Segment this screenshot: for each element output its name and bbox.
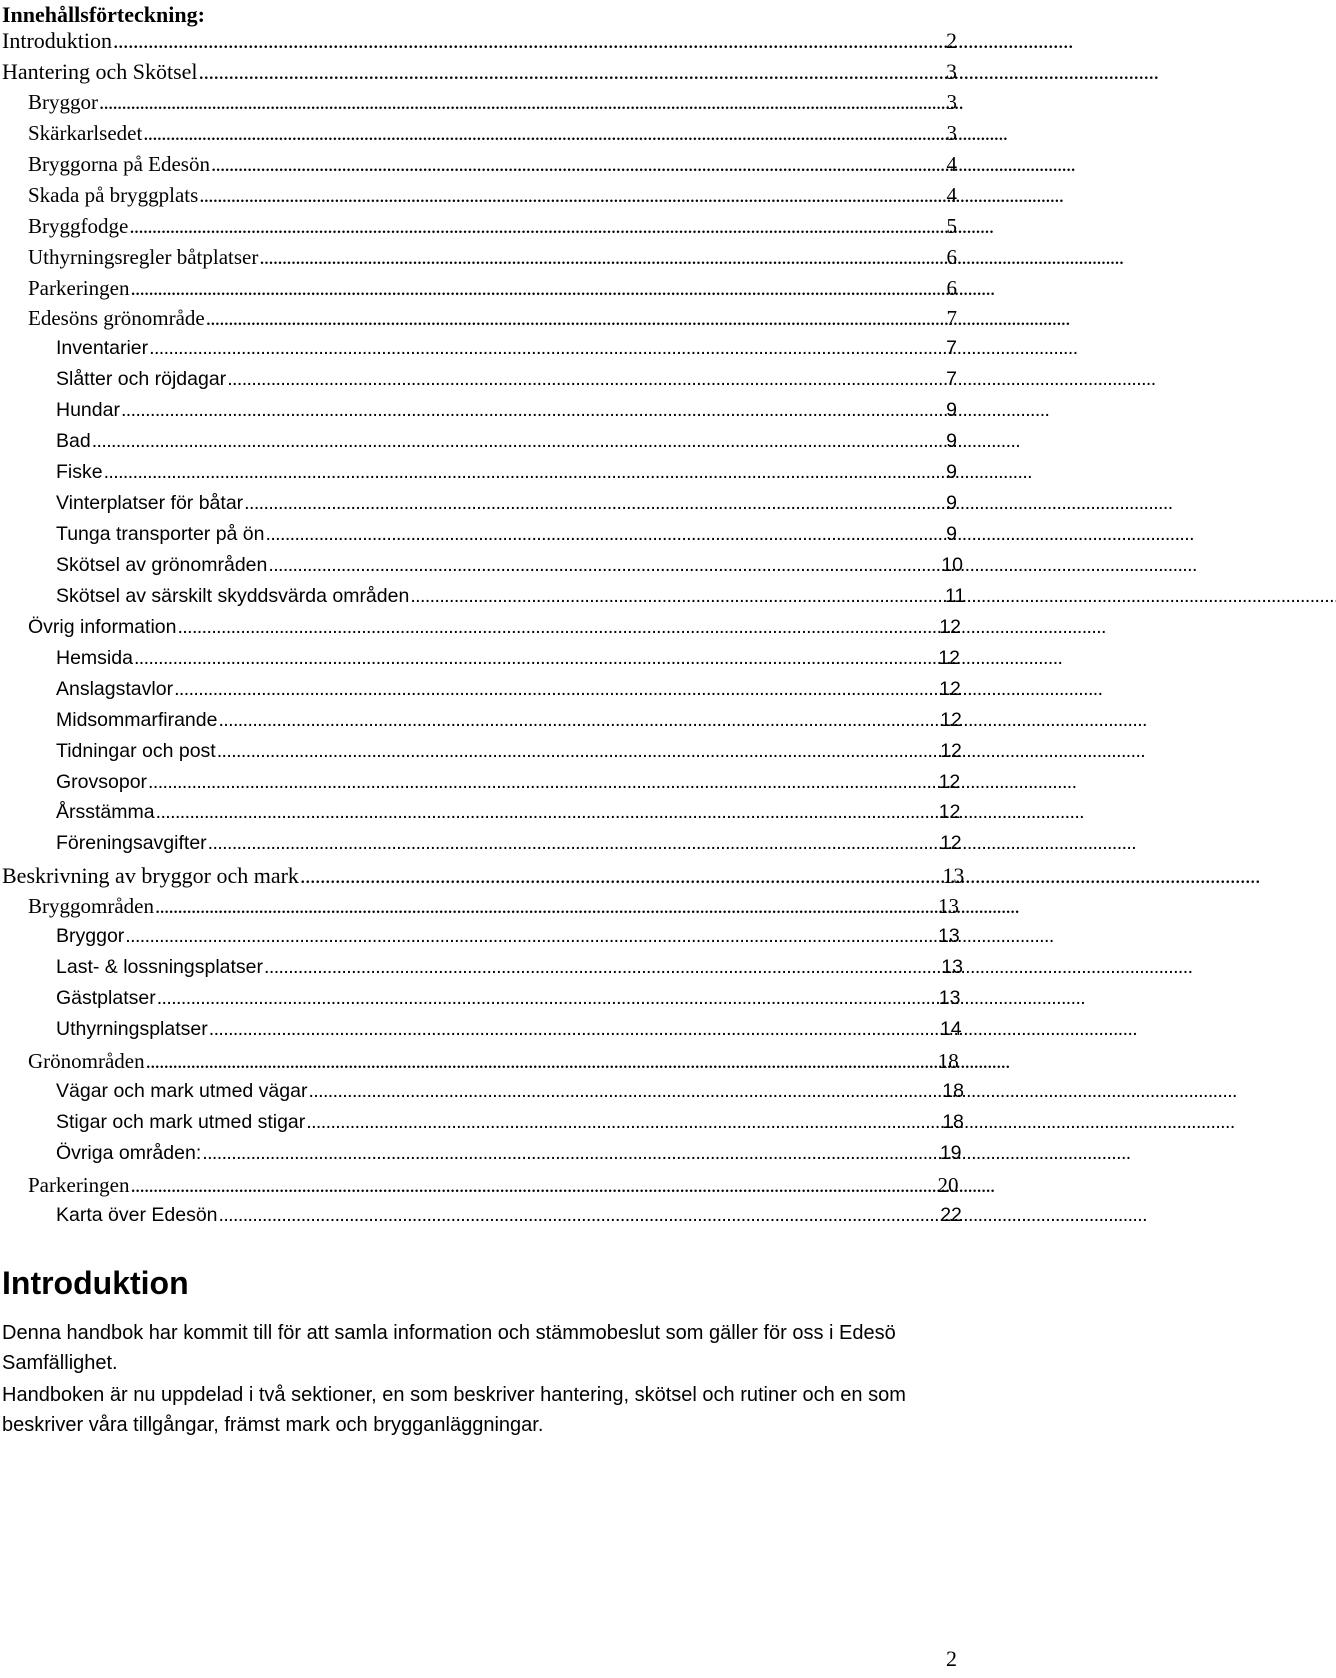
- toc-dot-leader: [206, 306, 941, 331]
- toc-dot-leader: [92, 430, 941, 453]
- toc-entry-page: 12: [938, 801, 961, 824]
- toc-entry[interactable]: [0, 678, 960, 709]
- toc-entry[interactable]: [0, 925, 960, 956]
- toc-entry-label: Föreningsavgifter: [56, 832, 207, 855]
- toc-entry-label: Karta över Edesön: [56, 1203, 218, 1226]
- toc-dot-leader: [104, 461, 941, 484]
- toc-entry-label: Slåtter och röjdagar: [56, 368, 227, 391]
- toc-entry-page: 9: [946, 523, 957, 545]
- toc-dot-leader: [199, 183, 941, 208]
- toc-entry-page: 9: [946, 461, 957, 484]
- toc-entry-page: 3: [946, 120, 957, 145]
- toc-entry[interactable]: [0, 214, 960, 245]
- toc-entry[interactable]: [0, 709, 960, 740]
- toc-entry-label: Last- & lossningsplatser: [56, 956, 264, 979]
- toc-entry[interactable]: [0, 740, 960, 771]
- toc-entry-page: 6: [946, 275, 957, 300]
- toc-entry-page: 13: [938, 894, 960, 919]
- toc-entry-label: Hundar: [56, 399, 120, 422]
- toc-entry-page: 13: [942, 863, 965, 889]
- toc-dot-leader: [264, 956, 937, 979]
- toc-entry-page: 3: [946, 58, 957, 84]
- toc-entry-page: 18: [942, 1079, 964, 1102]
- toc-entry[interactable]: [0, 1018, 960, 1049]
- toc-entry-label: Beskrivning av bryggor och mark: [2, 863, 299, 889]
- toc-entry-page: 7: [946, 337, 957, 360]
- toc-entry-label: Övrig information: [28, 615, 177, 638]
- toc-entry[interactable]: [0, 553, 964, 585]
- toc-entry-label: Bryggfodge: [28, 213, 129, 238]
- toc-entry-label: Hantering och Skötsel: [2, 58, 198, 84]
- toc-entry-page: 7: [946, 368, 957, 391]
- toc-dot-leader: [129, 214, 941, 239]
- toc-entry[interactable]: [0, 430, 960, 461]
- toc-entry[interactable]: [0, 59, 960, 90]
- toc-entry-page: 18: [942, 1110, 964, 1133]
- toc-entry-label: Parkeringen: [28, 275, 130, 300]
- toc-entry-label: Bad: [56, 430, 91, 453]
- toc-entry[interactable]: [0, 399, 960, 430]
- toc-entry-label: Vinterplatser för båtar: [56, 492, 244, 515]
- toc-entry-page: 13: [941, 956, 963, 979]
- section-heading-introduction: Introduktion: [2, 1265, 189, 1301]
- toc-entry-page: 10: [941, 553, 964, 576]
- toc-entry[interactable]: [0, 584, 966, 616]
- toc-entry-label: Bryggor: [56, 925, 125, 948]
- toc-entry[interactable]: [0, 1110, 964, 1142]
- toc-entry[interactable]: [0, 987, 960, 1018]
- toc-entry-label: Edesöns grönområde: [28, 306, 205, 331]
- toc-entry-label: Uthyrningsplatser: [56, 1018, 208, 1040]
- toc-entry[interactable]: [0, 368, 960, 399]
- toc-entry-label: Uthyrningsregler båtplatser: [28, 244, 259, 269]
- toc-entry-label: Fiske: [56, 461, 103, 484]
- toc-entry-label: Skötsel av grönområden: [56, 553, 268, 576]
- toc-dot-leader: [156, 801, 935, 824]
- toc-dot-leader: [134, 647, 934, 670]
- toc-dot-leader: [410, 585, 941, 608]
- toc-entry-page: 12: [938, 770, 961, 793]
- toc-entry-page: 22: [940, 1203, 962, 1226]
- body-paragraph: Handboken är nu uppdelad i två sektioner, en som beskriver hantering, skötsel och rutiner och en som beskriver våra tillgångar, främst mark och brygganläggningar.: [2, 1384, 906, 1436]
- toc-entry-page: 7: [946, 306, 957, 331]
- toc-dot-leader: [217, 740, 936, 763]
- toc-dot-leader: [149, 337, 941, 360]
- toc-entry-page: 4: [946, 151, 957, 176]
- toc-entry-page: 5: [946, 213, 957, 238]
- toc-entry[interactable]: [0, 1173, 960, 1204]
- toc-entry-label: Midsommarfirande: [56, 708, 218, 731]
- toc-entry-label: Anslagstavlor: [56, 677, 174, 700]
- toc-entry-page: 13: [938, 987, 961, 1010]
- toc-entry-label: Bryggorna på Edesön: [28, 151, 210, 176]
- toc-entry-page: 18: [937, 1048, 959, 1073]
- toc-entry[interactable]: [0, 1204, 960, 1235]
- toc-dot-leader: [219, 1204, 937, 1227]
- toc-dot-leader: [266, 523, 942, 546]
- toc-entry-page: 12: [939, 615, 961, 638]
- toc-entry-label: Grovsopor: [56, 770, 148, 793]
- toc-entry-label: Skada på bryggplats: [28, 182, 199, 207]
- toc-dot-leader: [208, 832, 936, 855]
- toc-dot-leader: [308, 1080, 938, 1103]
- toc-dot-leader: [209, 1018, 936, 1041]
- toc-entry[interactable]: [0, 337, 960, 368]
- toc-entry[interactable]: [0, 1079, 964, 1111]
- toc-dot-leader: [244, 492, 941, 515]
- toc-title: Innehållsförteckning:: [2, 2, 205, 27]
- toc-entry-page: 11: [945, 584, 966, 607]
- toc-dot-leader: [199, 59, 941, 85]
- toc-entry[interactable]: [0, 801, 960, 832]
- toc-entry-label: Vägar och mark utmed vägar: [56, 1079, 308, 1102]
- toc-dot-leader: [130, 276, 941, 301]
- toc-dot-leader: [130, 1173, 933, 1198]
- toc-entry-page: 9: [946, 430, 957, 453]
- toc-entry-label: Skärkarlsedet: [28, 120, 143, 145]
- toc-entry-label: Hemsida: [56, 646, 133, 669]
- toc-entry[interactable]: [0, 276, 960, 307]
- toc-dot-leader: [99, 90, 941, 115]
- toc-entry[interactable]: [0, 863, 965, 894]
- toc-entry[interactable]: [0, 306, 960, 337]
- toc-entry-label: Gästplatser: [56, 987, 156, 1010]
- toc-entry-label: Skötsel av särskilt skyddsvärda områden: [56, 584, 410, 607]
- table-of-contents: [0, 28, 966, 1235]
- toc-entry-page: 12: [939, 832, 962, 855]
- toc-entry[interactable]: [0, 1049, 960, 1080]
- toc-entry-label: Övriga områden:: [56, 1141, 202, 1164]
- toc-dot-leader: [202, 1142, 936, 1165]
- toc-entry[interactable]: [0, 461, 960, 492]
- toc-dot-leader: [268, 554, 937, 577]
- toc-dot-leader: [177, 616, 935, 639]
- toc-entry-label: Grönområden: [28, 1048, 145, 1073]
- toc-dot-leader: [125, 925, 934, 948]
- toc-entry[interactable]: [0, 616, 960, 647]
- toc-entry-page: 4: [946, 182, 957, 207]
- toc-entry[interactable]: [0, 492, 960, 523]
- toc-entry-page: 14: [939, 1018, 962, 1040]
- toc-entry-label: Bryggor: [28, 89, 98, 114]
- toc-dot-leader: [146, 1049, 934, 1074]
- toc-entry-label: Tidningar och post: [56, 739, 216, 762]
- toc-entry[interactable]: [0, 28, 960, 59]
- toc-entry-label: Stigar och mark utmed stigar: [56, 1110, 306, 1133]
- toc-entry-label: Tunga transporter på ön: [56, 523, 265, 545]
- toc-dot-leader: [218, 709, 936, 732]
- toc-entry[interactable]: [0, 956, 963, 987]
- toc-dot-leader: [148, 771, 935, 794]
- toc-dot-leader: [157, 987, 935, 1010]
- toc-entry-page: 12: [940, 739, 962, 762]
- toc-entry-label: Inventarier: [56, 337, 149, 360]
- toc-dot-leader: [121, 399, 941, 422]
- toc-entry-page: 2: [946, 28, 957, 53]
- toc-entry[interactable]: [0, 523, 960, 554]
- toc-dot-leader: [300, 863, 938, 889]
- body-paragraph: Denna handbok har kommit till för att samla information och stämmobeslut som gäller för oss i Edesö Samfällighet.: [2, 1322, 896, 1374]
- toc-dot-leader: [211, 152, 941, 177]
- toc-entry-page: 19: [939, 1141, 962, 1164]
- toc-entry[interactable]: [0, 894, 960, 925]
- toc-entry[interactable]: [0, 152, 960, 183]
- toc-entry[interactable]: [0, 245, 960, 276]
- toc-entry-label: Årsstämma: [56, 801, 155, 824]
- toc-entry[interactable]: [0, 121, 960, 152]
- toc-entry-page: 12: [938, 646, 960, 669]
- toc-entry-page: 13: [938, 925, 960, 948]
- toc-entry[interactable]: [0, 183, 960, 214]
- toc-dot-leader: [227, 368, 941, 391]
- toc-dot-leader: [259, 245, 941, 270]
- toc-dot-leader: [306, 1111, 938, 1134]
- toc-dot-leader: [113, 28, 941, 54]
- toc-entry-page: 9: [946, 399, 957, 422]
- toc-entry-page: 12: [939, 677, 961, 700]
- toc-entry-page: 20: [937, 1172, 959, 1197]
- toc-entry-page: 6: [946, 244, 957, 269]
- toc-dot-leader: [143, 121, 941, 146]
- toc-entry[interactable]: [0, 832, 960, 863]
- toc-entry-page: 9: [946, 492, 957, 515]
- toc-dot-leader: [155, 894, 934, 919]
- toc-entry-page: 12: [940, 708, 962, 731]
- toc-entry[interactable]: [0, 1142, 960, 1173]
- toc-dot-leader: [174, 678, 935, 701]
- toc-entry[interactable]: [0, 647, 960, 678]
- toc-entry-label: Introduktion: [2, 28, 112, 53]
- toc-entry-label: Bryggområden: [28, 894, 154, 919]
- toc-entry-label: Parkeringen: [28, 1172, 130, 1197]
- toc-entry[interactable]: [0, 771, 960, 802]
- toc-entry[interactable]: [0, 90, 960, 121]
- toc-entry-page: 3: [946, 89, 957, 114]
- page-number: 2: [946, 1646, 957, 1671]
